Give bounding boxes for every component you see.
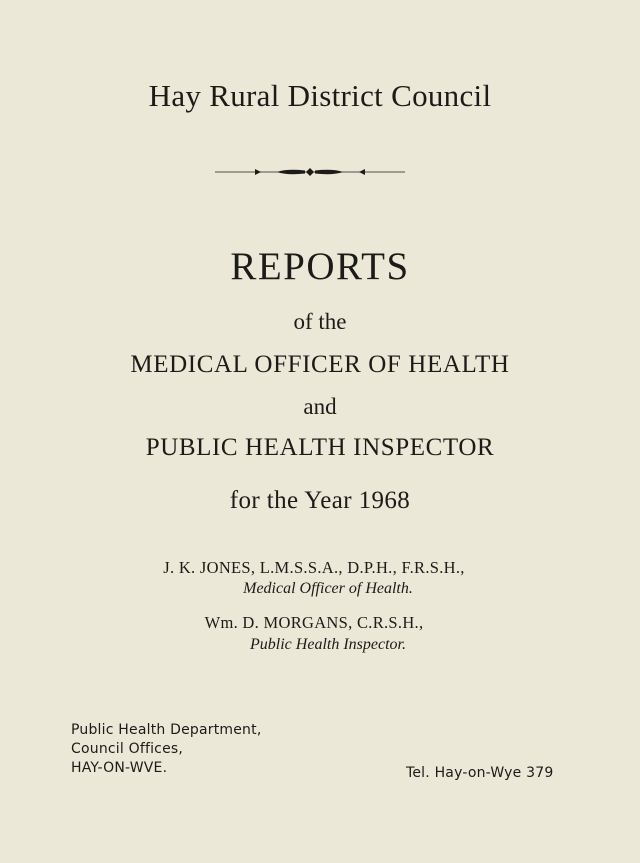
council-name: Hay Rural District Council bbox=[148, 78, 492, 113]
officer-name: Wm. D. MORGANS, C.R.S.H., bbox=[204, 613, 424, 632]
telephone-number: Tel. Hay-on-Wye 379 bbox=[406, 765, 554, 781]
report-year: for the Year 1968 bbox=[229, 487, 411, 514]
and-text: and bbox=[303, 394, 337, 419]
address-line: Council Offices, bbox=[71, 741, 184, 757]
ornament-divider bbox=[215, 164, 405, 180]
officer-role: Public Health Inspector. bbox=[250, 636, 406, 653]
address-line: Public Health Department, bbox=[71, 722, 262, 738]
of-the-text: of the bbox=[293, 309, 347, 334]
officer-role: Medical Officer of Health. bbox=[243, 580, 413, 597]
medical-officer-heading: MEDICAL OFFICER OF HEALTH bbox=[130, 351, 510, 378]
department-address bbox=[71, 721, 261, 778]
officer-name: J. K. JONES, L.M.S.S.A., D.P.H., F.R.S.H., bbox=[163, 558, 465, 577]
address-line: HAY-ON-WVE. bbox=[71, 760, 168, 776]
inspector-heading: PUBLIC HEALTH INSPECTOR bbox=[145, 434, 495, 461]
reports-heading: REPORTS bbox=[230, 245, 410, 288]
